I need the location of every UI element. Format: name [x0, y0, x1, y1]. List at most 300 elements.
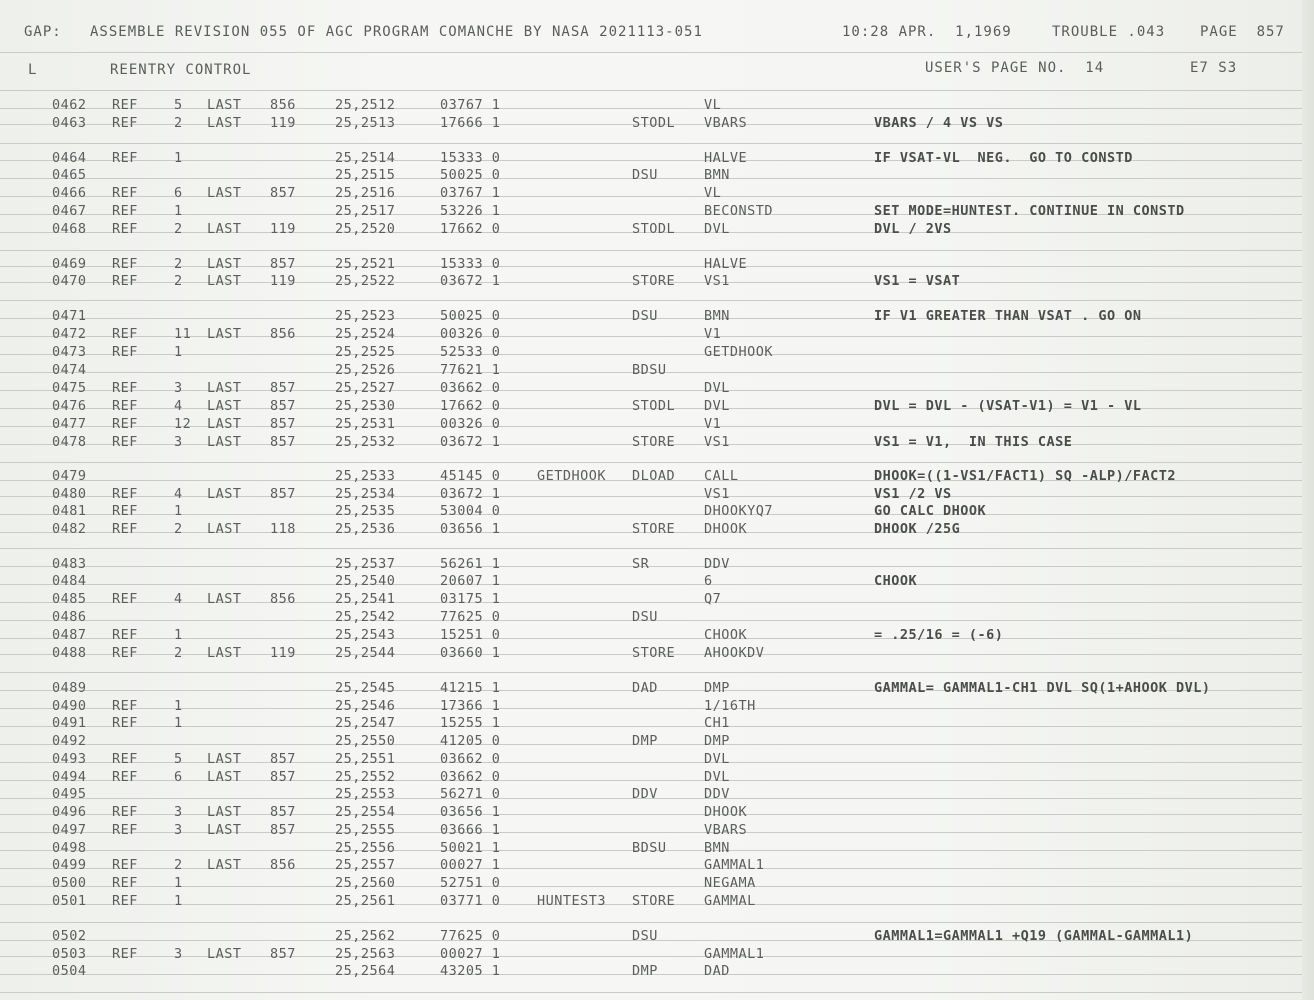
operand: DMP — [704, 733, 730, 749]
memory-address: 25,2543 — [335, 627, 396, 643]
listing-row — [0, 362, 1314, 380]
ruled-line — [0, 300, 1314, 301]
listing-row — [0, 928, 1314, 946]
listing-row — [0, 273, 1314, 291]
opcode: STORE — [632, 893, 676, 909]
octal-word: 15255 1 — [440, 715, 501, 731]
comment: GO CALC DHOOK — [874, 503, 987, 519]
last-marker: LAST — [207, 751, 242, 767]
ref-marker: REF — [112, 203, 138, 219]
line-number: 0466 — [52, 185, 87, 201]
opcode: STORE — [632, 645, 676, 661]
listing-row — [0, 185, 1314, 203]
octal-word: 41205 0 — [440, 733, 501, 749]
last-page: 857 — [270, 804, 296, 820]
line-number: 0465 — [52, 167, 87, 183]
listing-row — [0, 573, 1314, 591]
ref-count: 2 — [174, 256, 183, 272]
ref-count: 3 — [174, 804, 183, 820]
last-page: 857 — [270, 822, 296, 838]
memory-address: 25,2515 — [335, 167, 396, 183]
ref-count: 11 — [174, 326, 192, 342]
ref-count: 5 — [174, 97, 183, 113]
listing-row — [0, 733, 1314, 751]
line-number: 0471 — [52, 308, 87, 324]
ref-marker: REF — [112, 751, 138, 767]
memory-address: 25,2552 — [335, 769, 396, 785]
octal-word: 45145 0 — [440, 468, 501, 484]
memory-address: 25,2516 — [335, 185, 396, 201]
listing-row — [0, 115, 1314, 133]
memory-address: 25,2525 — [335, 344, 396, 360]
line-number: 0462 — [52, 97, 87, 113]
ref-marker: REF — [112, 591, 138, 607]
listing-title: GAP: ASSEMBLE REVISION 055 OF AGC PROGRAM COMANCHE BY NASA 2021113-051 — [24, 24, 703, 40]
memory-address: 25,2512 — [335, 97, 396, 113]
line-number: 0503 — [52, 946, 87, 962]
ref-marker: REF — [112, 893, 138, 909]
octal-word: 17366 1 — [440, 698, 501, 714]
memory-address: 25,2547 — [335, 715, 396, 731]
line-number: 0467 — [52, 203, 87, 219]
line-number: 0487 — [52, 627, 87, 643]
ref-count: 1 — [174, 715, 183, 731]
ref-count: 1 — [174, 203, 183, 219]
opcode: STORE — [632, 273, 676, 289]
paper-edge — [1302, 0, 1314, 1000]
ref-count: 4 — [174, 398, 183, 414]
opcode: SR — [632, 556, 650, 572]
ref-marker: REF — [112, 857, 138, 873]
octal-word: 03767 1 — [440, 185, 501, 201]
listing-row — [0, 609, 1314, 627]
last-page: 857 — [270, 398, 296, 414]
opcode: STODL — [632, 221, 676, 237]
ref-marker: REF — [112, 645, 138, 661]
listing-row — [0, 875, 1314, 893]
operand: DHOOKYQ7 — [704, 503, 774, 519]
ref-marker: REF — [112, 380, 138, 396]
last-page: 857 — [270, 185, 296, 201]
operand: DMP — [704, 680, 730, 696]
memory-address: 25,2554 — [335, 804, 396, 820]
line-number: 0497 — [52, 822, 87, 838]
line-number: 0464 — [52, 150, 87, 166]
last-page: 857 — [270, 256, 296, 272]
last-page: 856 — [270, 857, 296, 873]
last-marker: LAST — [207, 115, 242, 131]
operand: VS1 — [704, 273, 730, 289]
octal-word: 03662 0 — [440, 380, 501, 396]
octal-word: 41215 1 — [440, 680, 501, 696]
listing-row — [0, 645, 1314, 663]
octal-word: 53226 1 — [440, 203, 501, 219]
last-page: 857 — [270, 769, 296, 785]
octal-word: 03656 1 — [440, 804, 501, 820]
last-page: 857 — [270, 416, 296, 432]
memory-address: 25,2532 — [335, 434, 396, 450]
octal-word: 50025 0 — [440, 308, 501, 324]
last-marker: LAST — [207, 822, 242, 838]
memory-address: 25,2513 — [335, 115, 396, 131]
comment: DHOOK=((1-VS1/FACT1) SQ -ALP)/FACT2 — [874, 468, 1176, 484]
memory-address: 25,2550 — [335, 733, 396, 749]
operand: GETDHOOK — [704, 344, 774, 360]
octal-word: 20607 1 — [440, 573, 501, 589]
ref-marker: REF — [112, 521, 138, 537]
memory-address: 25,2541 — [335, 591, 396, 607]
memory-address: 25,2536 — [335, 521, 396, 537]
opcode: DMP — [632, 733, 658, 749]
octal-word: 03662 0 — [440, 769, 501, 785]
opcode: DSU — [632, 609, 658, 625]
line-number: 0492 — [52, 733, 87, 749]
line-number: 0474 — [52, 362, 87, 378]
ref-marker: REF — [112, 875, 138, 891]
operand: VL — [704, 185, 722, 201]
listing-row — [0, 150, 1314, 168]
line-number: 0475 — [52, 380, 87, 396]
section-title: REENTRY CONTROL — [110, 62, 252, 78]
memory-address: 25,2534 — [335, 486, 396, 502]
opcode: STORE — [632, 434, 676, 450]
line-number: 0493 — [52, 751, 87, 767]
last-marker: LAST — [207, 946, 242, 962]
operand: VBARS — [704, 115, 748, 131]
ref-count: 1 — [174, 150, 183, 166]
last-marker: LAST — [207, 645, 242, 661]
ref-marker: REF — [112, 627, 138, 643]
listing-row — [0, 946, 1314, 964]
opcode: DAD — [632, 680, 658, 696]
ref-marker: REF — [112, 326, 138, 342]
ref-count: 2 — [174, 273, 183, 289]
line-number: 0469 — [52, 256, 87, 272]
line-number: 0473 — [52, 344, 87, 360]
operand: AHOOKDV — [704, 645, 765, 661]
comment: CHOOK — [874, 573, 918, 589]
ref-count: 1 — [174, 875, 183, 891]
listing-row — [0, 786, 1314, 804]
ref-count: 2 — [174, 221, 183, 237]
opcode: DMP — [632, 963, 658, 979]
ref-marker: REF — [112, 769, 138, 785]
timestamp: 10:28 APR. 1,1969 — [842, 24, 1012, 40]
ref-marker: REF — [112, 715, 138, 731]
ref-marker: REF — [112, 503, 138, 519]
octal-word: 03672 1 — [440, 273, 501, 289]
line-number: 0482 — [52, 521, 87, 537]
listing-row — [0, 963, 1314, 981]
octal-word: 77625 0 — [440, 609, 501, 625]
octal-word: 17662 0 — [440, 221, 501, 237]
line-number: 0491 — [52, 715, 87, 731]
ref-count: 4 — [174, 486, 183, 502]
listing-row — [0, 698, 1314, 716]
listing-row — [0, 434, 1314, 452]
listing-row — [0, 840, 1314, 858]
memory-address: 25,2517 — [335, 203, 396, 219]
line-number: 0485 — [52, 591, 87, 607]
operand: CHOOK — [704, 627, 748, 643]
ref-count: 3 — [174, 946, 183, 962]
memory-address: 25,2540 — [335, 573, 396, 589]
comment: IF VSAT-VL NEG. GO TO CONSTD — [874, 150, 1133, 166]
memory-address: 25,2555 — [335, 822, 396, 838]
ref-marker: REF — [112, 822, 138, 838]
ref-count: 3 — [174, 434, 183, 450]
comment: GAMMAL1=GAMMAL1 +Q19 (GAMMAL-GAMMAL1) — [874, 928, 1194, 944]
ref-count: 5 — [174, 751, 183, 767]
listing-row — [0, 893, 1314, 911]
operand: BMN — [704, 840, 730, 856]
ruled-line — [0, 143, 1314, 144]
listing-row — [0, 167, 1314, 185]
last-marker: LAST — [207, 256, 242, 272]
ref-marker: REF — [112, 434, 138, 450]
listing-row — [0, 326, 1314, 344]
octal-word: 03656 1 — [440, 521, 501, 537]
octal-word: 00326 0 — [440, 416, 501, 432]
octal-word: 03672 1 — [440, 434, 501, 450]
line-number: 0488 — [52, 645, 87, 661]
ruled-line — [0, 462, 1314, 463]
opcode: STORE — [632, 521, 676, 537]
listing-row — [0, 380, 1314, 398]
operand: DHOOK — [704, 804, 748, 820]
ref-marker: REF — [112, 946, 138, 962]
operand: VS1 — [704, 486, 730, 502]
operand: CH1 — [704, 715, 730, 731]
operand: DDV — [704, 786, 730, 802]
memory-address: 25,2537 — [335, 556, 396, 572]
line-number: 0499 — [52, 857, 87, 873]
memory-address: 25,2546 — [335, 698, 396, 714]
operand: DAD — [704, 963, 730, 979]
octal-word: 50025 0 — [440, 167, 501, 183]
ref-marker: REF — [112, 344, 138, 360]
last-page: 118 — [270, 521, 296, 537]
ref-count: 12 — [174, 416, 192, 432]
ref-count: 2 — [174, 115, 183, 131]
listing-flag: L — [28, 62, 38, 78]
ref-marker: REF — [112, 185, 138, 201]
memory-address: 25,2535 — [335, 503, 396, 519]
listing-row — [0, 221, 1314, 239]
memory-address: 25,2521 — [335, 256, 396, 272]
code-label: GETDHOOK — [537, 468, 607, 484]
ref-marker: REF — [112, 273, 138, 289]
operand: DVL — [704, 380, 730, 396]
comment: = .25/16 = (-6) — [874, 627, 1004, 643]
page-number: PAGE 857 — [1200, 24, 1285, 40]
comment: DVL = DVL - (VSAT-V1) = V1 - VL — [874, 398, 1142, 414]
ruled-line — [0, 672, 1314, 673]
ref-marker: REF — [112, 698, 138, 714]
operand: CALL — [704, 468, 739, 484]
listing-row — [0, 715, 1314, 733]
listing-row — [0, 521, 1314, 539]
operand: Q7 — [704, 591, 722, 607]
octal-word: 15251 0 — [440, 627, 501, 643]
comment: VS1 /2 VS — [874, 486, 952, 502]
comment: IF V1 GREATER THAN VSAT . GO ON — [874, 308, 1142, 324]
memory-address: 25,2544 — [335, 645, 396, 661]
memory-address: 25,2524 — [335, 326, 396, 342]
listing-row — [0, 804, 1314, 822]
line-number: 0486 — [52, 609, 87, 625]
octal-word: 00027 1 — [440, 946, 501, 962]
last-marker: LAST — [207, 416, 242, 432]
listing-row — [0, 556, 1314, 574]
octal-word: 52751 0 — [440, 875, 501, 891]
operand: GAMMAL1 — [704, 857, 765, 873]
memory-address: 25,2564 — [335, 963, 396, 979]
ref-count: 6 — [174, 769, 183, 785]
trouble-code: TROUBLE .043 — [1052, 24, 1166, 40]
ref-marker: REF — [112, 221, 138, 237]
operand: GAMMAL1 — [704, 946, 765, 962]
line-number: 0504 — [52, 963, 87, 979]
listing-row — [0, 503, 1314, 521]
memory-address: 25,2542 — [335, 609, 396, 625]
last-page: 856 — [270, 326, 296, 342]
operand: V1 — [704, 416, 722, 432]
log-section-code: E7 S3 — [1190, 60, 1238, 76]
memory-address: 25,2520 — [335, 221, 396, 237]
octal-word: 00027 1 — [440, 857, 501, 873]
line-number: 0484 — [52, 573, 87, 589]
opcode: STODL — [632, 398, 676, 414]
memory-address: 25,2562 — [335, 928, 396, 944]
octal-word: 03771 0 — [440, 893, 501, 909]
ref-marker: REF — [112, 97, 138, 113]
octal-word: 03672 1 — [440, 486, 501, 502]
octal-word: 53004 0 — [440, 503, 501, 519]
ruled-line — [0, 548, 1314, 549]
line-number: 0480 — [52, 486, 87, 502]
last-marker: LAST — [207, 434, 242, 450]
ref-count: 1 — [174, 627, 183, 643]
octal-word: 77621 1 — [440, 362, 501, 378]
line-number: 0472 — [52, 326, 87, 342]
octal-word: 03767 1 — [440, 97, 501, 113]
last-marker: LAST — [207, 769, 242, 785]
comment: DHOOK /25G — [874, 521, 961, 537]
line-number: 0500 — [52, 875, 87, 891]
operand: DVL — [704, 751, 730, 767]
line-number: 0468 — [52, 221, 87, 237]
ref-count: 1 — [174, 893, 183, 909]
line-number: 0481 — [52, 503, 87, 519]
opcode: STODL — [632, 115, 676, 131]
operand: 1/16TH — [704, 698, 756, 714]
listing-row — [0, 344, 1314, 362]
ref-count: 1 — [174, 698, 183, 714]
octal-word: 56261 1 — [440, 556, 501, 572]
last-marker: LAST — [207, 521, 242, 537]
ruled-line — [0, 992, 1314, 993]
operand: BECONSTD — [704, 203, 774, 219]
code-label: HUNTEST3 — [537, 893, 607, 909]
memory-address: 25,2561 — [335, 893, 396, 909]
ref-marker: REF — [112, 398, 138, 414]
ref-count: 3 — [174, 380, 183, 396]
memory-address: 25,2514 — [335, 150, 396, 166]
last-page: 856 — [270, 591, 296, 607]
last-marker: LAST — [207, 486, 242, 502]
memory-address: 25,2526 — [335, 362, 396, 378]
last-page: 857 — [270, 946, 296, 962]
listing-row — [0, 416, 1314, 434]
opcode: DDV — [632, 786, 658, 802]
listing-row — [0, 256, 1314, 274]
octal-word: 03662 0 — [440, 751, 501, 767]
listing-row — [0, 97, 1314, 115]
operand: HALVE — [704, 256, 748, 272]
memory-address: 25,2527 — [335, 380, 396, 396]
operand: NEGAMA — [704, 875, 756, 891]
opcode: DSU — [632, 308, 658, 324]
listing-row — [0, 486, 1314, 504]
opcode: BDSU — [632, 840, 667, 856]
last-page: 856 — [270, 97, 296, 113]
comment: VBARS / 4 VS VS — [874, 115, 1004, 131]
operand: BMN — [704, 167, 730, 183]
last-page: 857 — [270, 486, 296, 502]
comment: SET MODE=HUNTEST. CONTINUE IN CONSTD — [874, 203, 1185, 219]
ref-marker: REF — [112, 150, 138, 166]
last-marker: LAST — [207, 97, 242, 113]
operand: BMN — [704, 308, 730, 324]
listing-row — [0, 822, 1314, 840]
operand: VS1 — [704, 434, 730, 450]
ref-count: 1 — [174, 344, 183, 360]
last-page: 857 — [270, 380, 296, 396]
operand: VBARS — [704, 822, 748, 838]
line-number: 0483 — [52, 556, 87, 572]
memory-address: 25,2545 — [335, 680, 396, 696]
operand: VL — [704, 97, 722, 113]
listing-row — [0, 627, 1314, 645]
last-page: 119 — [270, 645, 296, 661]
listing-row — [0, 751, 1314, 769]
operand: DDV — [704, 556, 730, 572]
line-number: 0490 — [52, 698, 87, 714]
ruled-line — [0, 90, 1314, 91]
operand: HALVE — [704, 150, 748, 166]
ref-count: 3 — [174, 822, 183, 838]
opcode: DSU — [632, 928, 658, 944]
last-page: 119 — [270, 273, 296, 289]
operand: GAMMAL — [704, 893, 756, 909]
listing-row — [0, 398, 1314, 416]
octal-word: 17666 1 — [440, 115, 501, 131]
line-number: 0501 — [52, 893, 87, 909]
comment: VS1 = VSAT — [874, 273, 961, 289]
memory-address: 25,2553 — [335, 786, 396, 802]
octal-word: 50021 1 — [440, 840, 501, 856]
line-number: 0477 — [52, 416, 87, 432]
operand: DHOOK — [704, 521, 748, 537]
last-marker: LAST — [207, 221, 242, 237]
memory-address: 25,2557 — [335, 857, 396, 873]
octal-word: 56271 0 — [440, 786, 501, 802]
octal-word: 03660 1 — [440, 645, 501, 661]
octal-word: 52533 0 — [440, 344, 501, 360]
octal-word: 15333 0 — [440, 256, 501, 272]
ref-count: 2 — [174, 645, 183, 661]
